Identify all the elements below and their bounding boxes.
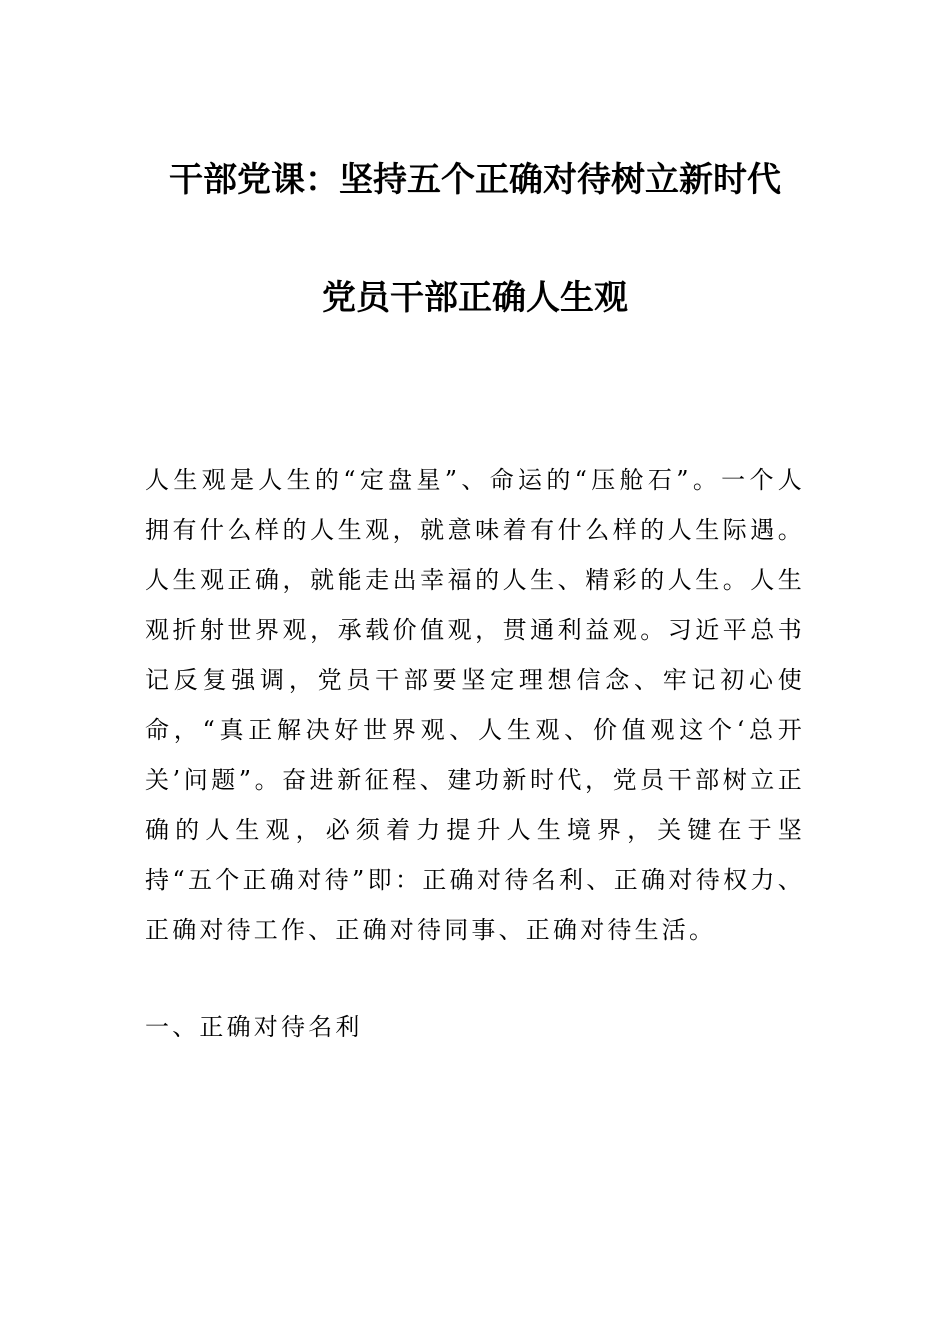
- document-title-line-2: 党员干部正确人生观: [322, 278, 628, 318]
- intro-paragraph: 人生观是人生的“定盘星”、命运的“压舱石”。一个人拥有什么样的人生观，就意味着有什么样的人生际遇。人生观正确，就能走出幸福的人生、精彩的人生。人生观折射世界观，承载价值观，贯通利益观。习近平总书记反复强调，党员干部要坚定理想信念、牢记初心使命，“真正解决好世界观、人生观、价值观这个‘总开关’问题”。奋进新征程、建功新时代，党员干部树立正确的人生观，必须着力提升人生境界，关键在于坚持“五个正确对待”即：正确对待名利、正确对待权力、正确对待工作、正确对待同事、正确对待生活。: [145, 466, 805, 944]
- document-title-line-1: 干部党课：坚持五个正确对待树立新时代: [169, 160, 781, 200]
- section-heading-1: 一、正确对待名利: [145, 1013, 363, 1041]
